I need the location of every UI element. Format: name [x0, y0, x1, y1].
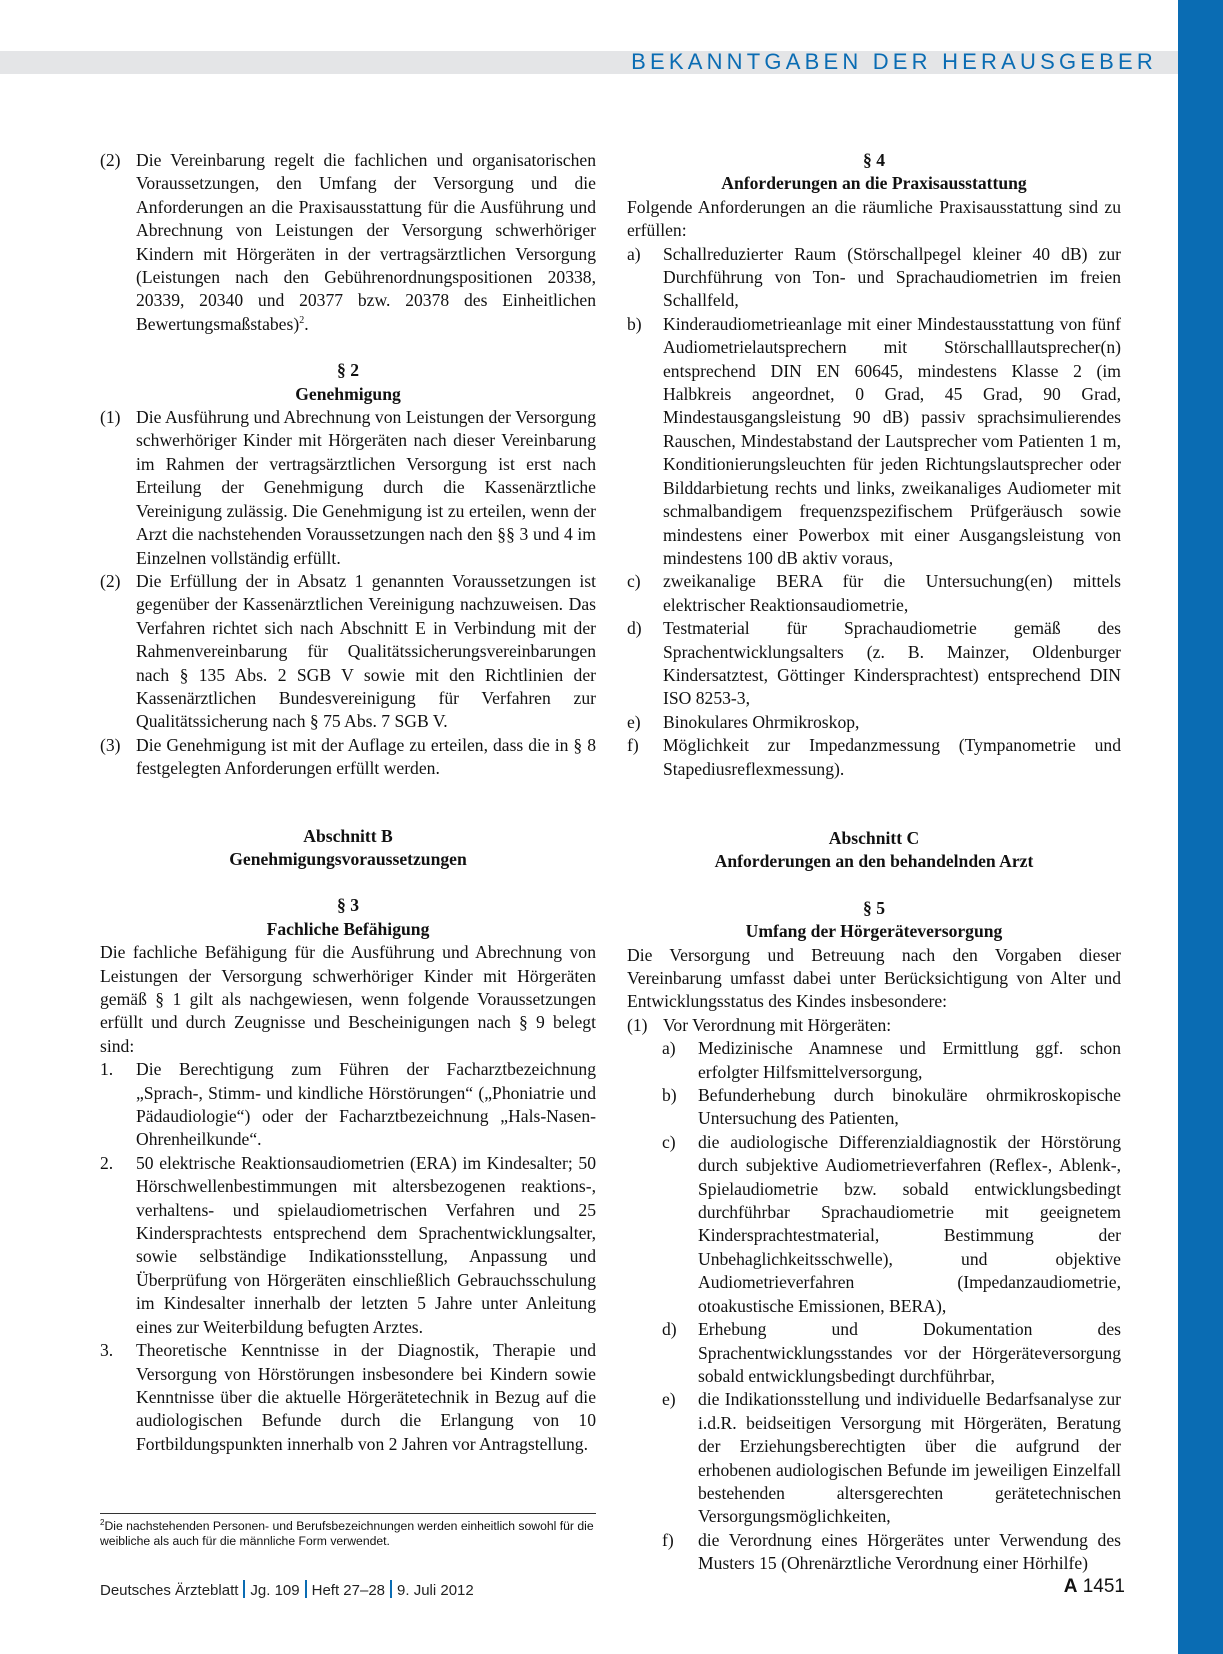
- footer-separator: [305, 1580, 307, 1598]
- issue-date: 9. Juli 2012: [397, 1582, 474, 1599]
- abschnitt-c-title: Abschnitt C: [828, 827, 920, 848]
- section-5-item-1: [627, 1014, 1121, 1037]
- footnote-ref: 2: [299, 314, 305, 326]
- section-5-number: § 5: [863, 897, 885, 918]
- item-text: Testmaterial für Sprachaudiometrie gemäß des Sprachentwicklungsalters (z. B. Mainzer, Oldenburger Kindersatztest, Göttinger Kindersprachtest) entsprechend DIN ISO 8253-3,: [663, 618, 1121, 709]
- subitem-letter: e): [662, 1389, 676, 1410]
- item-text: Binokulares Ohrmikroskop,: [663, 711, 860, 732]
- item-letter: d): [627, 618, 642, 639]
- abschnitt-b-title: Abschnitt B: [303, 825, 393, 846]
- paragraph-1-2: [100, 149, 596, 336]
- item-text: Kinderaudiometrieanlage mit einer Mindestausstattung von fünf Audiometrielautsprechern mit Störschalllautsprecher(n) entsprechend DIN EN 60645, mindestens Klasse 2 (im Halbkreis angeordnet, 0 Grad, 45 Grad, 90 Grad, Mindestausgangsleistung 90 dB) passiv sprachsimulierendes Rauschen, Mindestabstand der Lautsprecher vom Patienten 1 m, Konditionierungsleuchten für jeden Richtungslautsprecher oder Bilddarbietung rechts und links, zweikanaliges Audiometer mit schmalbandigem frequenzspezifischem Prüfgeräusch sowie mindestens einer Powerbox mit einer Ausgangsleistung von mindestens 100 dB aktiv voraus,: [663, 313, 1121, 568]
- subitem-text: die Indikationsstellung und individuelle Bedarfsanalyse zur i.d.R. beidseitigen Versorgung mit Hörgeräten, Beratung der Erziehungsberechtigten über die aufgrund der erhobenen audiologischen Befunde im jeweiligen Einzelfall bestehenden altersgerechten gerätetechnischen Versorgungsmöglichkeiten,: [698, 1389, 1121, 1527]
- subitem-letter: a): [662, 1038, 676, 1059]
- section-5-intro: Die Versorgung und Betreuung nach den Vorgaben dieser Vereinbarung umfasst dabei unter Berücksichtigung von Alter und Entwicklungsstatus des Kindes insbesondere:: [627, 944, 1121, 1012]
- section-3-title: Fachliche Befähigung: [266, 918, 430, 939]
- blue-side-bar: [1178, 0, 1223, 1654]
- section-4-title: Anforderungen an die Praxisausstattung: [721, 173, 1027, 194]
- section-2-item-2: [100, 570, 596, 734]
- subitem-text: die audiologische Differenzialdiagnostik der Hörstörung durch subjektive Audiometrieverfahren (Reflex-, Ablenk-, Spielaudiometrie bzw. sobald entwicklungsbedingt durchführbar Sprachaudiometrie mit geeignetem Kindersprachtestmaterial, Bestimmung der Unbehaglichkeitsschwelle), und objektive Audiometrieverfahren (Impedanzaudiometrie, otoakustische Emissionen, BERA),: [698, 1131, 1121, 1316]
- page-footer: [100, 1580, 474, 1599]
- section-3-number: § 3: [337, 895, 359, 916]
- section-2-item-1: [100, 406, 596, 570]
- left-column: [100, 149, 596, 1456]
- item-number: (3): [100, 734, 121, 755]
- item-number: 1.: [100, 1059, 114, 1080]
- journal-name: Deutsches Ärzteblatt: [100, 1582, 239, 1599]
- item-text: Schallreduzierter Raum (Störschallpegel kleiner 40 dB) zur Durchführung von Ton- und Sprachaudiometrien im freien Schallfeld,: [663, 243, 1121, 311]
- section-3-item-1: [100, 1058, 596, 1152]
- section-5-subitem-c: [627, 1131, 1121, 1318]
- item-number: 2.: [100, 1152, 114, 1173]
- subitem-letter: b): [662, 1085, 677, 1106]
- item-text: Die Vereinbarung regelt die fachlichen und organisatorischen Voraussetzungen, den Umfang der Versorgung und die Anforderungen an die Praxisausstattung für die Ausführung und Abrechnung von Leistungen der Versorgung schwerhöriger Kindern mit Hörgeräten in der vertragsärztlichen Versorgung (Leistungen nach den Gebührenordnungspositionen 20338, 20339, 20340 und 20377 bzw. 20378 des Einheitlichen Bewertungsmaßstabes): [136, 150, 596, 334]
- subitem-text: Medizinische Anamnese und Ermittlung ggf. schon erfolgter Hilfsmittelversorgung,: [698, 1038, 1121, 1082]
- item-text: Die Ausführung und Abrechnung von Leistungen der Versorgung schwerhöriger Kinder mit Hörgeräten nach dieser Vereinbarung im Rahmen der vertragsärztlichen Versorgung ist erst nach Erteilung der Genehmigung durch die Kassenärztliche Vereinigung zulässig. Die Genehmigung ist zu erteilen, wenn der Arzt die nachstehenden Voraussetzungen nach den §§ 3 und 4 im Einzelnen vollständig erfüllt.: [136, 407, 596, 568]
- subitem-text: die Verordnung eines Hörgerätes unter Verwendung des Musters 15 (Ohrenärztliche Verordnung einer Hörhilfe): [698, 1529, 1121, 1574]
- section-header-title: BEKANNTGABEN DER HERAUSGEBER: [631, 49, 1157, 74]
- section-4-intro: Folgende Anforderungen an die räumliche Praxisausstattung sind zu erfüllen:: [627, 196, 1121, 241]
- section-3-item-3: [100, 1339, 596, 1456]
- footnote-text: Die nachstehenden Personen- und Berufsbezeichnungen werden einheitlich sowohl für die weibliche als auch für die männliche Form verwendet.: [100, 1519, 594, 1548]
- subitem-letter: c): [662, 1131, 676, 1152]
- section-5-subitem-a: [627, 1037, 1121, 1084]
- item-text: zweikanalige BERA für die Untersuchung(en) mittels elektrischer Reaktionsaudiometrie,: [663, 571, 1121, 615]
- item-number: 3.: [100, 1340, 114, 1361]
- item-number: (2): [100, 150, 121, 170]
- section-5-subitem-b: [627, 1084, 1121, 1131]
- footnote: [100, 1513, 596, 1549]
- subitem-letter: f): [662, 1529, 674, 1550]
- item-letter: e): [627, 711, 641, 732]
- section-4-item-a: [627, 243, 1121, 313]
- section-4-item-d: [627, 617, 1121, 711]
- item-text: Möglichkeit zur Impedanzmessung (Tympanometrie und Stapediusreflexmessung).: [663, 735, 1121, 779]
- subitem-text: Befunderhebung durch binokuläre ohrmikroskopische Untersuchung des Patienten,: [698, 1085, 1121, 1129]
- footer-separator: [243, 1580, 245, 1598]
- section-2-item-3: [100, 734, 596, 781]
- section-5-subitem-f: [627, 1529, 1121, 1576]
- section-4-item-b: [627, 313, 1121, 570]
- abschnitt-b-subtitle: Genehmigungsvoraussetzungen: [229, 848, 467, 869]
- page-prefix: A: [1063, 1576, 1078, 1597]
- section-4-item-c: [627, 570, 1121, 617]
- section-4-item-e: [627, 711, 1121, 734]
- section-3-item-2: [100, 1152, 596, 1339]
- item-number: (1): [627, 1014, 648, 1035]
- item-number: (1): [100, 407, 121, 428]
- journal-volume: Jg. 109: [250, 1582, 300, 1599]
- footnote-number: 2: [100, 1517, 105, 1527]
- page-number-value: 1451: [1082, 1576, 1125, 1597]
- section-4-number: § 4: [863, 150, 885, 170]
- subitem-text: Erhebung und Dokumentation des Sprachentwicklungsstandes vor der Hörgeräteversorgung sobald entwicklungsbedingt durchführbar,: [698, 1319, 1121, 1386]
- abschnitt-c-subtitle: Anforderungen an den behandelnden Arzt: [714, 851, 1034, 872]
- section-2-number: § 2: [337, 360, 359, 381]
- item-end: .: [304, 313, 309, 334]
- item-letter: b): [627, 313, 642, 334]
- item-letter: f): [627, 735, 639, 756]
- section-5-title: Umfang der Hörgeräteversorgung: [745, 921, 1003, 942]
- section-2-title: Genehmigung: [295, 383, 401, 404]
- item-text: Die Erfüllung der in Absatz 1 genannten Voraussetzungen ist gegenüber der Kassenärztlichen Vereinigung nachzuweisen. Das Verfahren richtet sich nach Abschnitt E in Verbindung mit der Rahmenvereinbarung für Qualitätssicherungsvereinbarungen nach § 135 Abs. 2 SGB V sowie mit den Richtlinien der Kassenärztlichen Bundesvereinigung für Verfahren zur Qualitätssicherung nach § 75 Abs. 7 SGB V.: [136, 570, 596, 732]
- item-text: 50 elektrische Reaktionsaudiometrien (ERA) im Kindesalter; 50 Hörschwellenbestimmungen mit altersbezogenen reaktions-, verhaltens- und spielaudiometrischen Verfahren und 25 Kindersprachtests entsprechend dem Sprachentwicklungsalter, sowie selbständige Indikationsstellung, Anpassung und Überprüfung von Hörgeräten einschließlich Gebrauchsschulung im Kindesalter innerhalb der letzten 5 Jahre unter Anleitung eines zur Weiterbildung befugten Arztes.: [136, 1152, 596, 1337]
- item-number: (2): [100, 570, 121, 591]
- section-5-subitem-e: [627, 1388, 1121, 1528]
- item-text: Vor Verordnung mit Hörgeräten:: [663, 1014, 892, 1035]
- item-text: Die Berechtigung zum Führen der Facharztbezeichnung „Sprach-, Stimm- und kindliche Hörstörungen“ („Phoniatrie und Pädaudiologie“) oder der Facharztbezeichnung „Hals-Nasen-Ohrenheilkunde“.: [136, 1059, 596, 1150]
- item-text: Die Genehmigung ist mit der Auflage zu erteilen, dass die in § 8 festgelegten Anforderungen erfüllt werden.: [136, 734, 596, 779]
- section-5-subitem-d: [627, 1318, 1121, 1388]
- journal-issue: Heft 27–28: [311, 1582, 386, 1599]
- item-letter: c): [627, 571, 641, 592]
- subitem-letter: d): [662, 1319, 677, 1340]
- section-3-intro: Die fachliche Befähigung für die Ausführung und Abrechnung von Leistungen der Versorgung schwerhöriger Kinder mit Hörgeräten gemäß § 1 gilt als nachgewiesen, wenn folgende Voraussetzungen erfüllt und durch Zeugnisse und Bescheinigungen nach § 9 belegt sind:: [100, 942, 596, 1056]
- right-column: [627, 149, 1121, 1576]
- footer-separator: [390, 1580, 392, 1598]
- item-letter: a): [627, 243, 641, 264]
- section-4-item-f: [627, 734, 1121, 781]
- page-number: [1055, 1576, 1125, 1598]
- item-text: Theoretische Kenntnisse in der Diagnostik, Therapie und Versorgung von Hörstörungen insbesondere bei Kindern sowie Kenntnisse über die aktuelle Hörgerätetechnik in Bezug auf die audiologischen Befunde durch die Erlangung von 10 Fortbildungspunkten innerhalb von 2 Jahren vor Antragstellung.: [136, 1340, 596, 1454]
